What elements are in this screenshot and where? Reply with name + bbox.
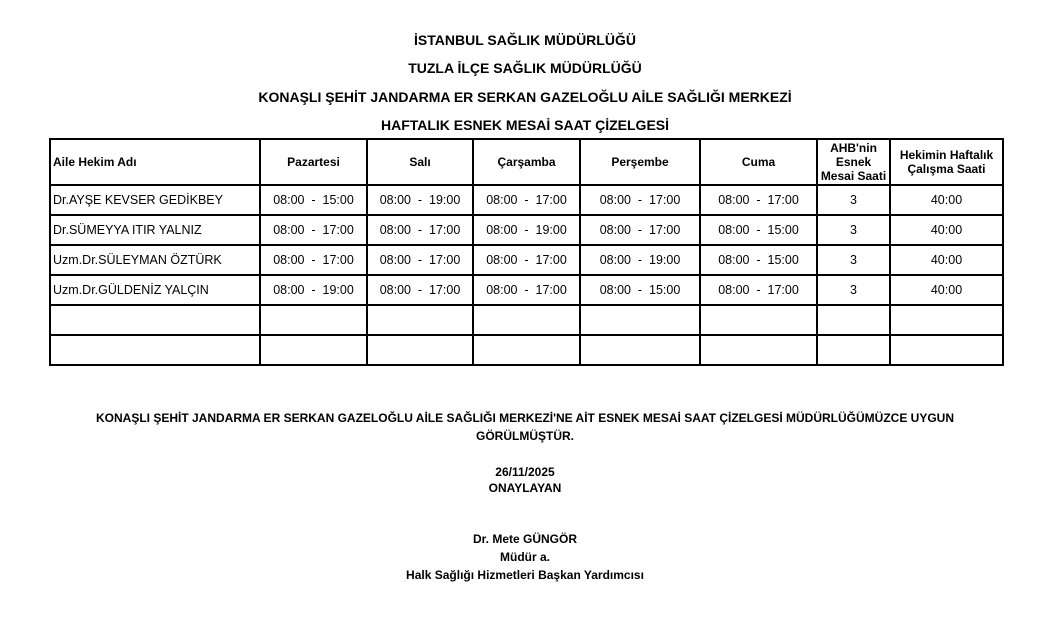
thursday-hours: 08:00 - 15:00 xyxy=(580,275,700,305)
table-row xyxy=(50,275,1003,305)
physician-name: Uzm.Dr.GÜLDENİZ YALÇIN xyxy=(50,275,260,305)
friday-hours: 08:00 - 15:00 xyxy=(700,245,817,275)
document-title: HAFTALIK ESNEK MESAİ SAAT ÇİZELGESİ xyxy=(380,117,670,133)
monday-hours: 08:00 - 19:00 xyxy=(260,275,367,305)
monday-hours xyxy=(260,335,367,365)
wednesday-hours: 08:00 - 17:00 xyxy=(473,275,580,305)
table-row-empty xyxy=(50,305,1003,335)
column-header-tuesday: Salı xyxy=(367,139,473,185)
column-header-friday: Cuma xyxy=(700,139,817,185)
flex-hours xyxy=(817,335,890,365)
tuesday-hours xyxy=(367,305,473,335)
column-header-flex-hours: AHB'nin Esnek Mesai Saati xyxy=(817,139,890,185)
monday-hours: 08:00 - 17:00 xyxy=(260,245,367,275)
tuesday-hours: 08:00 - 17:00 xyxy=(367,245,473,275)
approval-statement-line2: GÖRÜLMÜŞTÜR. xyxy=(476,429,574,443)
thursday-hours: 08:00 - 17:00 xyxy=(580,215,700,245)
tuesday-hours xyxy=(367,335,473,365)
column-header-monday: Pazartesi xyxy=(260,139,367,185)
approved-by-label: ONAYLAYAN xyxy=(488,481,562,495)
tuesday-hours: 08:00 - 19:00 xyxy=(367,185,473,215)
wednesday-hours: 08:00 - 17:00 xyxy=(473,245,580,275)
flex-hours: 3 xyxy=(817,275,890,305)
monday-hours: 08:00 - 17:00 xyxy=(260,215,367,245)
weekly-hours: 40:00 xyxy=(890,275,1003,305)
physician-name xyxy=(50,305,260,335)
signer-department: Halk Sağlığı Hizmetleri Başkan Yardımcısı xyxy=(406,568,644,582)
header-line-center-name: KONAŞLI ŞEHİT JANDARMA ER SERKAN GAZELOĞLU AİLE SAĞLIĞI MERKEZİ xyxy=(258,89,792,105)
signer-title: Müdür a. xyxy=(500,550,550,564)
monday-hours xyxy=(260,305,367,335)
column-header-thursday: Perşembe xyxy=(580,139,700,185)
weekly-hours xyxy=(890,305,1003,335)
approval-statement-line1: KONAŞLI ŞEHİT JANDARMA ER SERKAN GAZELOĞLU AİLE SAĞLIĞI MERKEZİ'NE AİT ESNEK MESAİ SAAT ÇİZELGESİ MÜDÜRLÜĞÜMÜZCE UYGUN xyxy=(96,411,954,425)
tuesday-hours: 08:00 - 17:00 xyxy=(367,215,473,245)
physician-name xyxy=(50,335,260,365)
weekly-hours: 40:00 xyxy=(890,245,1003,275)
header-line-tuzla: TUZLA İLÇE SAĞLIK MÜDÜRLÜĞÜ xyxy=(408,60,642,76)
thursday-hours xyxy=(580,305,700,335)
schedule-table xyxy=(49,138,1004,366)
wednesday-hours xyxy=(473,335,580,365)
tuesday-hours: 08:00 - 17:00 xyxy=(367,275,473,305)
friday-hours xyxy=(700,305,817,335)
flex-hours: 3 xyxy=(817,185,890,215)
wednesday-hours: 08:00 - 17:00 xyxy=(473,185,580,215)
table-header-row xyxy=(50,139,1003,185)
weekly-hours: 40:00 xyxy=(890,185,1003,215)
table-row xyxy=(50,245,1003,275)
friday-hours: 08:00 - 15:00 xyxy=(700,215,817,245)
signer-name: Dr. Mete GÜNGÖR xyxy=(472,532,577,546)
table-row-empty xyxy=(50,335,1003,365)
column-header-wednesday: Çarşamba xyxy=(473,139,580,185)
header-line-istanbul: İSTANBUL SAĞLIK MÜDÜRLÜĞÜ xyxy=(414,32,636,48)
table-row xyxy=(50,215,1003,245)
column-header-weekly-hours: Hekimin Haftalık Çalışma Saati xyxy=(890,139,1003,185)
physician-name: Dr.AYŞE KEVSER GEDİKBEY xyxy=(50,185,260,215)
thursday-hours xyxy=(580,335,700,365)
weekly-hours: 40:00 xyxy=(890,215,1003,245)
friday-hours: 08:00 - 17:00 xyxy=(700,185,817,215)
table-row xyxy=(50,185,1003,215)
monday-hours: 08:00 - 15:00 xyxy=(260,185,367,215)
friday-hours xyxy=(700,335,817,365)
physician-name: Uzm.Dr.SÜLEYMAN ÖZTÜRK xyxy=(50,245,260,275)
weekly-hours xyxy=(890,335,1003,365)
physician-name: Dr.SÜMEYYA ITIR YALNIZ xyxy=(50,215,260,245)
wednesday-hours: 08:00 - 19:00 xyxy=(473,215,580,245)
flex-hours xyxy=(817,305,890,335)
wednesday-hours xyxy=(473,305,580,335)
thursday-hours: 08:00 - 19:00 xyxy=(580,245,700,275)
column-header-name: Aile Hekim Adı xyxy=(50,139,260,185)
flex-hours: 3 xyxy=(817,215,890,245)
thursday-hours: 08:00 - 17:00 xyxy=(580,185,700,215)
approval-date: 26/11/2025 xyxy=(495,465,555,479)
friday-hours: 08:00 - 17:00 xyxy=(700,275,817,305)
flex-hours: 3 xyxy=(817,245,890,275)
